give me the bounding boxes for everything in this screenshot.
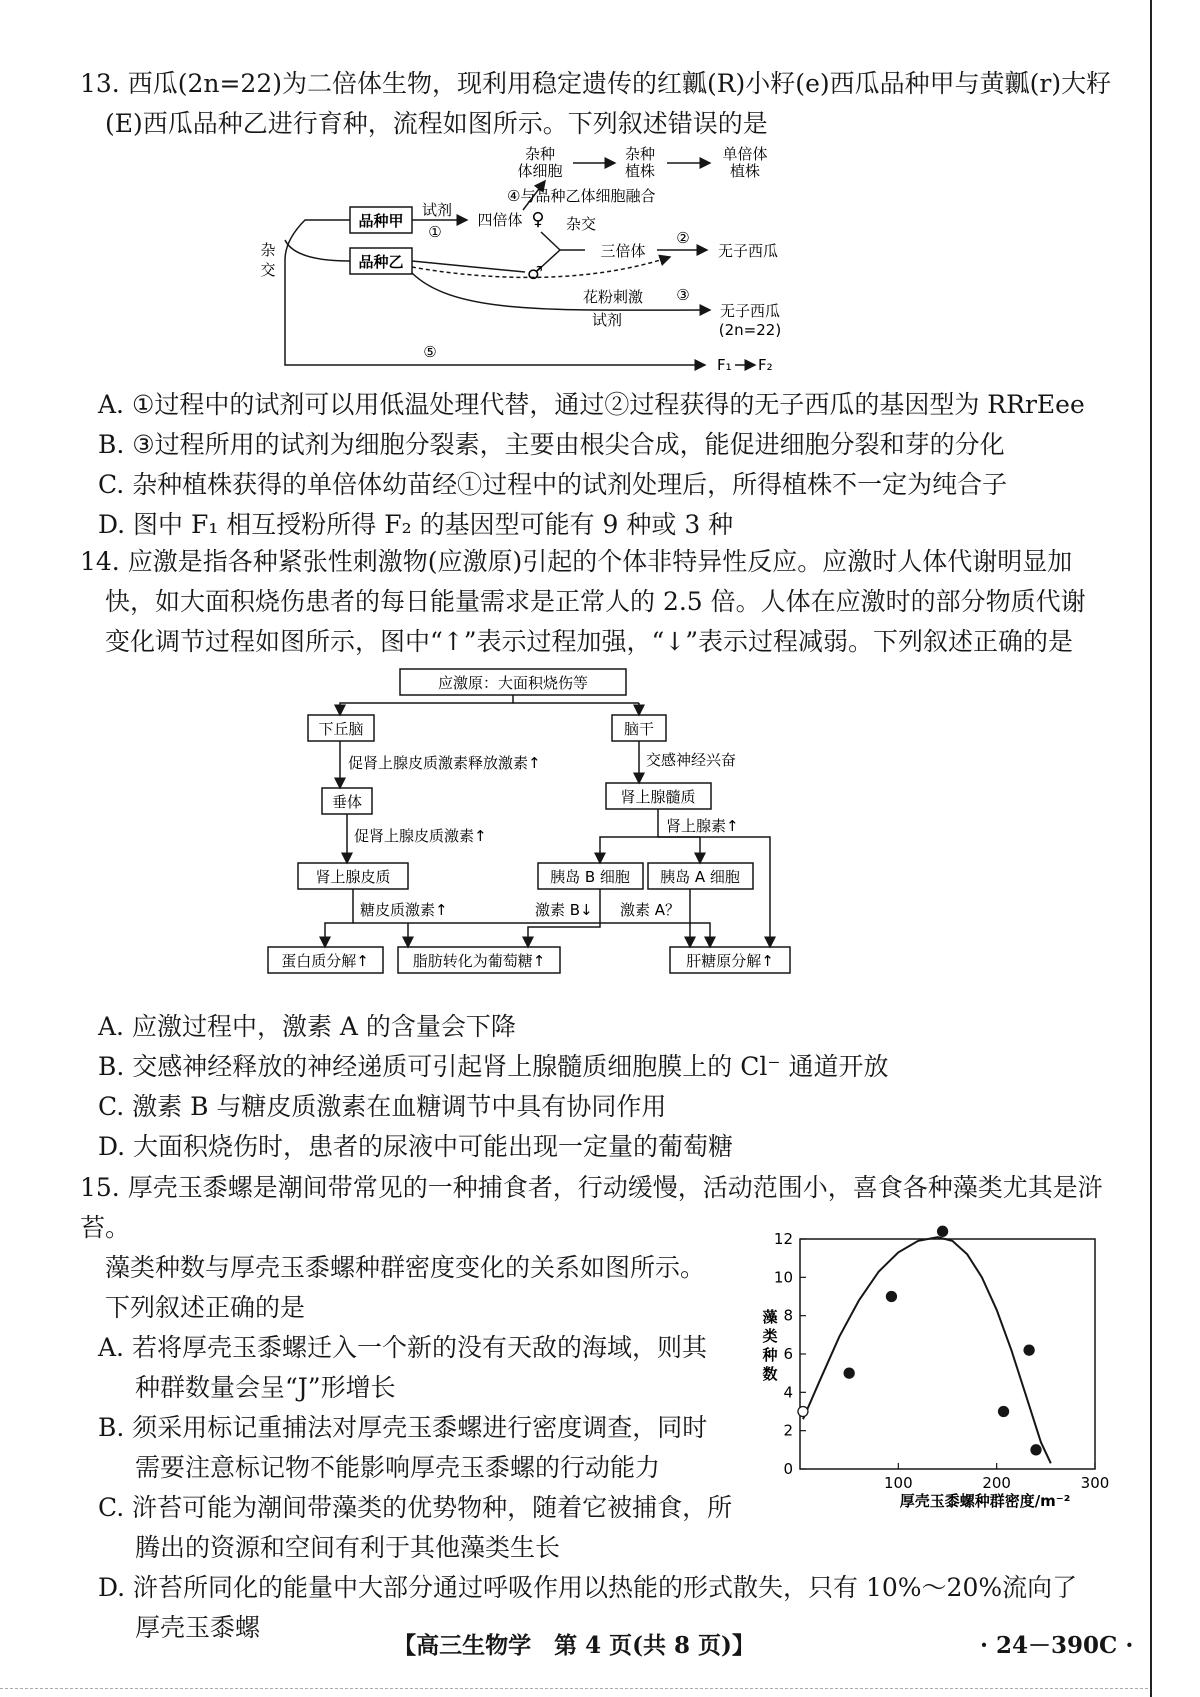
q13-hybrid-cell-label2: 体细胞 (517, 162, 563, 180)
q14-hypothalamus: 下丘脑 (318, 720, 364, 738)
q13-fusion-label: ④与品种乙体细胞融合 (507, 187, 656, 205)
fit-curve (803, 1237, 1051, 1463)
q13-step2: ② (676, 229, 690, 247)
q14-crh: 促肾上腺皮质激素释放激素↑ (348, 754, 541, 772)
q13-cross-vertical-1: 杂 (260, 241, 276, 259)
q13-f1: F₁ (717, 356, 732, 374)
q14-islet-a: 胰岛 A 细胞 (660, 868, 740, 886)
q15-option-b: B. 须采用标记重捕法对厚壳玉黍螺进行密度调查，同时 (98, 1413, 708, 1442)
q13-female-symbol: ♀ (531, 209, 545, 230)
q15-option-b-cont: 需要注意标记物不能影响厚壳玉黍螺的行动能力 (135, 1453, 661, 1482)
q14-stem-line1: 14. 应激是指各种紧张性刺激物(应激原)引起的个体非特异性反应。应激时人体代谢明显加 (80, 547, 1073, 576)
q15-option-a: A. 若将厚壳玉黍螺迁入一个新的没有天敌的海域，则其 (98, 1333, 707, 1362)
q14-stem-line2: 快，如大面积烧伤患者的每日能量需求是正常人的 2.5 倍。人体在应激时的部分物质代谢 (105, 587, 1086, 616)
q13-option-d: D. 图中 F₁ 相互授粉所得 F₂ 的基因型可能有 9 种或 3 种 (98, 510, 734, 539)
y-axis-label-1: 藻 (762, 1308, 778, 1326)
q13-option-a: A. ①过程中的试剂可以用低温处理代替，通过②过程获得的无子西瓜的基因型为 RRrEee (98, 390, 1085, 419)
data-point (844, 1368, 854, 1378)
q13-step1: ① (428, 223, 442, 241)
footer-page-info: 【高三生物学 第 4 页(共 8 页)】 (393, 1632, 755, 1659)
q14-islet-b: 胰岛 B 细胞 (550, 868, 630, 886)
q13-triploid: 三倍体 (600, 242, 646, 260)
y-axis-label-3: 种 (762, 1346, 778, 1364)
q15-stem-line1: 15. 厚壳玉黍螺是潮间带常见的一种捕食者，行动缓慢，活动范围小，喜食各种藻类尤其是浒苔。 (80, 1173, 1103, 1242)
q15-option-d-cont: 厚壳玉黍螺 (135, 1613, 261, 1642)
y-tick-label: 2 (783, 1421, 793, 1440)
data-point (999, 1407, 1009, 1417)
cut-line (0, 1688, 1148, 1689)
y-axis-label-2: 类 (762, 1327, 778, 1345)
q13-cross-vertical-2: 交 (260, 261, 276, 279)
q13-variety-a: 品种甲 (358, 212, 404, 230)
q14-hormone-b: 激素 B↓ (535, 901, 593, 919)
q13-hybrid-cell-label: 杂种 (524, 145, 556, 163)
q13-step3: ③ (676, 286, 690, 304)
q15-option-c: C. 浒苔可能为潮间带藻类的优势物种，随着它被捕食，所 (98, 1493, 733, 1522)
page-edge-line (1150, 0, 1152, 1697)
q15-option-c-cont: 腾出的资源和空间有利于其他藻类生长 (135, 1533, 561, 1562)
q14-adrenal-cortex: 肾上腺皮质 (315, 868, 391, 886)
y-tick-label: 10 (773, 1268, 793, 1287)
data-point (1024, 1345, 1034, 1355)
q14-adrenal-medulla: 肾上腺髓质 (620, 788, 696, 806)
q14-protein: 蛋白质分解↑ (281, 952, 369, 970)
data-point (938, 1226, 948, 1236)
q13-stem-line1: 13. 西瓜(2n=22)为二倍体生物，现利用稳定遗传的红瓤(R)小籽(e)西瓜品种甲与黄瓤(r)大籽 (80, 69, 1112, 98)
q14-brainstem: 脑干 (623, 720, 655, 738)
q14-option-c: C. 激素 B 与糖皮质激素在血糖调节中具有协同作用 (98, 1092, 667, 1121)
y-tick-label: 4 (783, 1383, 793, 1402)
q13-hybrid-plant-label2: 植株 (624, 162, 656, 180)
q13-option-c: C. 杂种植株获得的单倍体幼苗经①过程中的试剂处理后，所得植株不一定为纯合子 (98, 470, 1008, 499)
footer-code: · 24－390C · (980, 1632, 1134, 1659)
q14-diagram (281, 665, 860, 1014)
x-tick-label: 100 (884, 1474, 913, 1492)
y-tick-label: 6 (783, 1345, 793, 1363)
q13-cross-label: 杂交 (565, 215, 597, 233)
q13-haploid-label2: 植株 (729, 162, 761, 180)
y-axis-label-4: 数 (762, 1365, 778, 1383)
data-point (886, 1292, 896, 1302)
q13-hybrid-plant-label: 杂种 (624, 145, 656, 163)
q13-stem-line2: (E)西瓜品种乙进行育种，流程如图所示。下列叙述错误的是 (105, 109, 768, 138)
q14-fat: 脂肪转化为葡萄糖↑ (412, 952, 546, 970)
q14-cortisol: 糖皮质激素↑ (360, 901, 448, 919)
q13-seedless-2: 无子西瓜 (719, 302, 781, 320)
q13-variety-b: 品种乙 (358, 253, 404, 271)
y-tick-label: 8 (783, 1306, 793, 1325)
q14-option-d: D. 大面积烧伤时，患者的尿液中可能出现一定量的葡萄糖 (98, 1132, 734, 1161)
q13-haploid-label: 单倍体 (722, 145, 768, 163)
q13-seedless-2-ploidy: (2n=22) (718, 321, 782, 339)
q15-option-d: D. 浒苔所同化的能量中大部分通过呼吸作用以热能的形式散失，只有 10%～20%流向了 (98, 1573, 1078, 1602)
x-tick-label: 300 (1080, 1474, 1110, 1492)
data-point (798, 1407, 808, 1417)
y-tick-label: 12 (773, 1230, 793, 1248)
q14-sympathetic: 交感神经兴奋 (646, 751, 737, 769)
q13-tetraploid: 四倍体 (477, 211, 523, 229)
q13-f2: F₂ (758, 356, 773, 374)
q14-epinephrine: 肾上腺素↑ (666, 817, 739, 835)
q15-stem-line2: 藻类种数与厚壳玉黍螺种群密度变化的关系如图所示。 (105, 1253, 706, 1282)
question-14 (80, 542, 1130, 662)
q14-stem-line3: 变化调节过程如图所示，图中“↑”表示过程加强，“↓”表示过程减弱。下列叙述正确的是 (105, 627, 1074, 656)
q15-stem-line3: 下列叙述正确的是 (105, 1293, 306, 1322)
plot-frame (800, 1239, 1095, 1469)
q13-option-b: B. ③过程所用的试剂为细胞分裂素，主要由根尖合成，能促进细胞分裂和芽的分化 (98, 430, 1005, 459)
q13-step5: ⑤ (423, 343, 437, 361)
q13-options (80, 385, 1130, 545)
question-13 (80, 64, 1130, 144)
q14-glycogen: 肝糖原分解↑ (686, 952, 774, 970)
q14-pituitary: 垂体 (331, 793, 363, 811)
q13-reagent-label: 试剂 (421, 201, 453, 219)
q13-male-symbol: ♂ (526, 263, 544, 284)
q14-options (80, 1007, 1130, 1167)
data-point (1031, 1445, 1041, 1455)
q14-option-a: A. 应激过程中，激素 A 的含量会下降 (98, 1012, 516, 1041)
q13-diagram (255, 145, 815, 399)
q13-seedless-1: 无子西瓜 (717, 242, 779, 260)
q14-option-b: B. 交感神经释放的神经递质可引起肾上腺髓质细胞膜上的 Cl⁻ 通道开放 (98, 1052, 889, 1081)
q13-pollen-label: 花粉刺激 (582, 288, 644, 306)
y-tick-label: 0 (783, 1460, 793, 1478)
q14-hormone-a: 激素 A？ (620, 901, 681, 919)
q13-reagent2-label: 试剂 (591, 311, 623, 329)
q15-chart (740, 1224, 1110, 1518)
x-tick-label: 200 (982, 1474, 1011, 1492)
q14-acth: 促肾上腺皮质激素↑ (354, 827, 487, 845)
q14-stressor: 应激原：大面积烧伤等 (437, 674, 589, 692)
q15-option-a-cont: 种群数量会呈“J”形增长 (135, 1373, 396, 1402)
x-axis-label: 厚壳玉黍螺种群密度/m⁻² (899, 1492, 1071, 1510)
